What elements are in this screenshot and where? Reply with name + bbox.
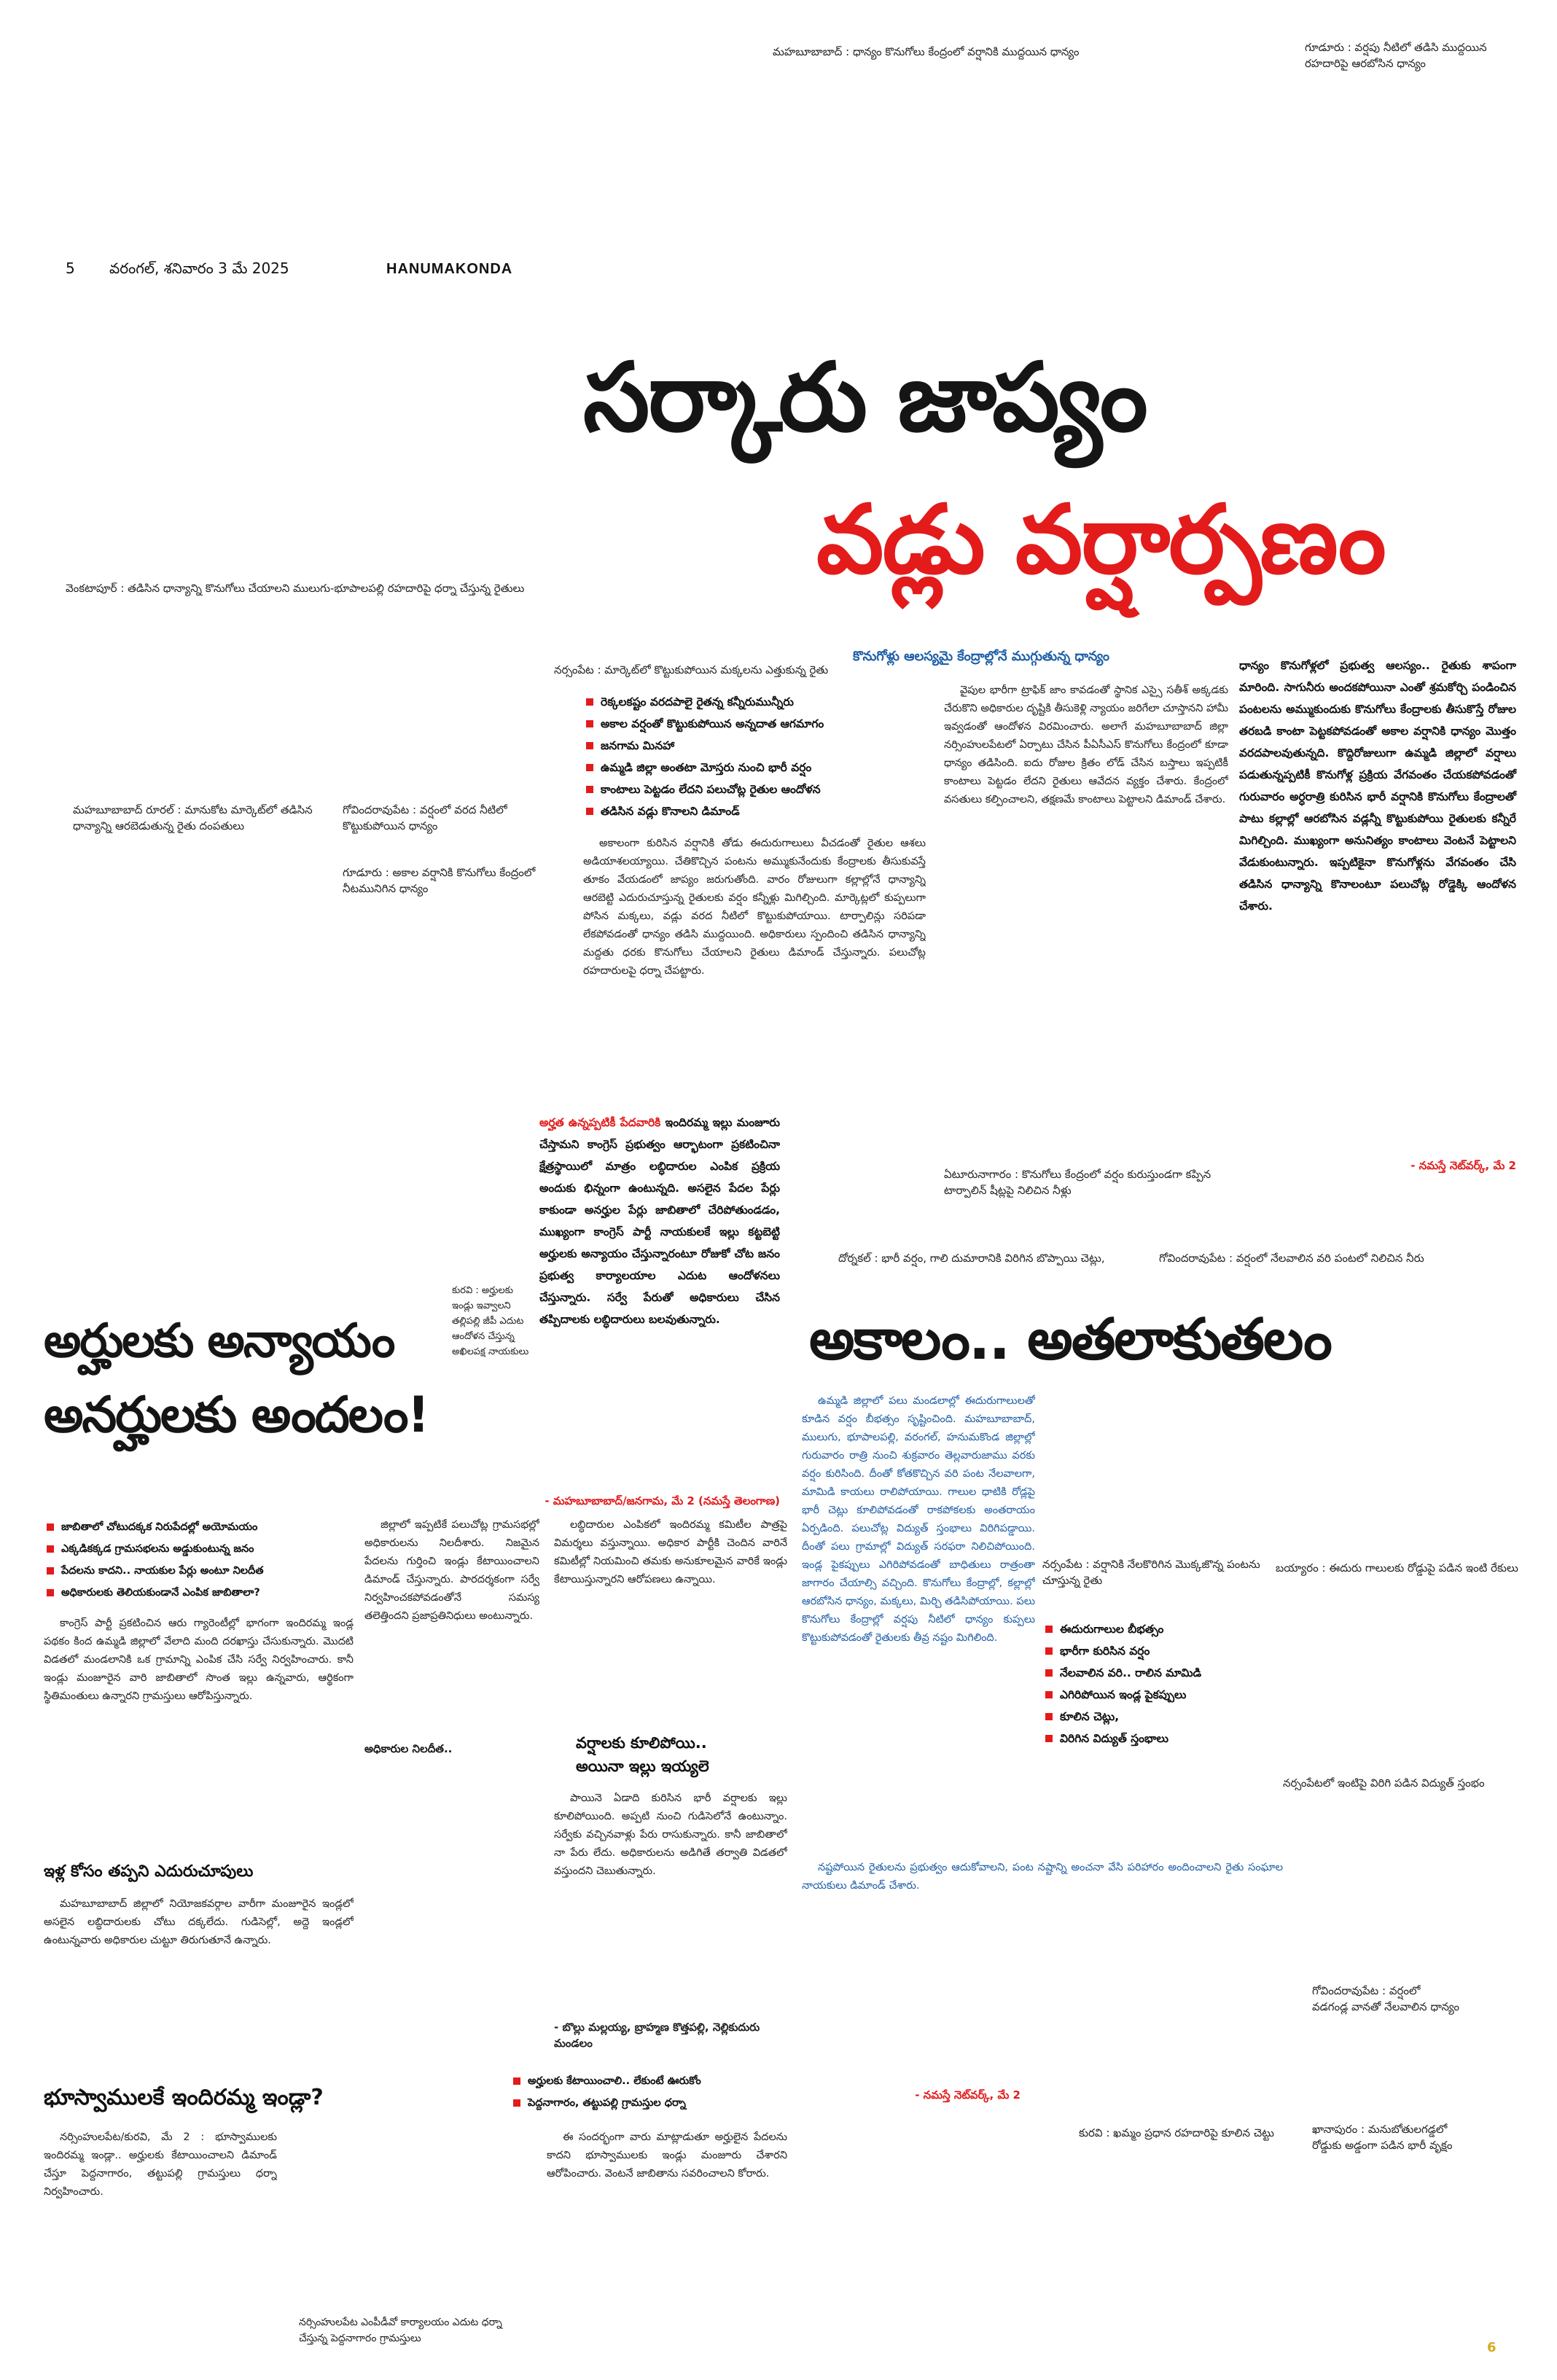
top-right-caption [1305, 39, 1538, 71]
top-right-caption-line2: రహదారిపై ఆరబోసిన ధాన్యం [1305, 57, 1426, 70]
story2-body-col3b: పాయినె ఏడాది కురిసిన భారీ వర్షాలకు ఇల్లు కూలిపోయింది. అప్పటి నుంచి గుడిసెలోనే ఉంటున్నాం. సర్వేకు వచ్చినవాళ్లు పేరు రాసుకున్నారు. కానీ జాబితాలో నా పేరు లేదు. అధికారులను అడిగితే తర్వాతి విడతలో వస్తుందని చెబుతున్నారు. [554, 1792, 787, 1877]
story4-body-blue-col1: ఉమ్మడి జిల్లాలో పలు మండలాల్లో ఈదురుగాలులతో కూడిన వర్షం బీభత్సం సృష్టించింది. మహబూబాబాద్‌, ములుగు, భూపాలపల్లి, వరంగల్‌, హనుమకొండ జిల్లాల్లో గురువారం రాత్రి నుంచి శుక్రవారం తెల్లవారుజాము వరకు వర్షం కురిసింది. దీంతో కోతకొచ్చిన వరి పంట నేలవాలగా, మామిడి కాయలు రాలిపోయాయి. గాలుల ధాటికి రోడ్లపై భారీ చెట్లు కూలిపోవడంతో రాకపోకలకు అంతరాయం ఏర్పడింది. పలుచోట్ల విద్యుత్‌ స్తంభాలు విరిగిపడ్డాయి. దీంతో పలు గ్రామాల్లో విద్యుత్‌ సరఫరా నిలిచిపోయింది. ఇండ్ల పైకప్పులు ఎగిరిపోవడంతో బాధితులు రాత్రంతా జాగారం చేయాల్సి వచ్చింది. కొనుగోలు కేంద్రాల్లో, కల్లాల్లో ఆరబోసిన ధాన్యం, మక్కలు, మిర్చి తడిసిపోయాయి. పలు కొనుగోలు కేంద్రాల్లో వర్షపు నీటిలో ధాన్యం కుప్పలు కొట్టుకుపోవడంతో రైతులకు తీవ్ర నష్టం మిగిలింది. [802, 1395, 1035, 1644]
story3-bullet-list [510, 2070, 802, 2114]
lead-left-photo-caption: వెంకటాపూర్‌ : తడిసిన ధాన్యాన్ని కొనుగోలు చేయాలని ములుగు-భూపాలపల్లి రహదారిపై ధర్నా చేస్తున్న రైతులు [66, 582, 525, 595]
lead-bullet: జనగామ మినహా [583, 735, 926, 757]
story2-bullet: అధికారులకు తెలియకుండానే ఎంపిక జాబితాలా? [44, 1582, 357, 1604]
story2-headline-line2: అనర్హులకు అందలం! [44, 1386, 429, 1444]
top-center-caption: మహబూబాబాద్ : ధాన్యం కొనుగోలు కేంద్రంలో వర్షానికి ముద్దయిన ధాన్యం [773, 45, 1080, 58]
story4-bullet: ఎగిరిపోయిన ఇండ్ల పైకప్పులు [1042, 1684, 1276, 1706]
story2-body-col1: కాంగ్రెస్‌ పార్టీ ప్రకటించిన ఆరు గ్యారెంటీల్లో భాగంగా ఇందిరమ్మ ఇండ్ల పథకం కింద ఉమ్మడి జిల్లాలో వేలాది మంది దరఖాస్తు చేసుకున్నారు. మొదటి విడతలో మండలానికి ఒక గ్రామాన్ని ఎంపిక చేసి సర్వే నిర్వహించారు. కానీ ఇండ్లు మంజూరైన వారి జాబితాలో సొంత ఇల్లు ఉన్నవారు, ఆర్థికంగా స్థితిమంతులు ఉన్నారని గ్రామస్తులు ఆరోపిస్తున్నారు. [44, 1618, 354, 1702]
gudur-caption: గూడూరు : అకాల వర్షానికి కొనుగోలు కేంద్రంలో నీటమునిగిన ధాన్యం [343, 866, 536, 895]
story2-bullet: ఎక్కడికక్కడ గ్రామసభలను అడ్డుకుంటున్న జనం [44, 1538, 357, 1560]
story4-body-blue-col2: నష్టపోయిన రైతులను ప్రభుత్వం ఆదుకోవాలని, పంట నష్టాన్ని అంచనా వేసి పరిహారం అందించాలని రైతు సంఘాల నాయకులు డిమాండ్‌ చేశారు. [802, 1862, 1283, 1892]
story2-subhead1: ఇళ్ల కోసం తప్పని ఎదురుచూపులు [44, 1862, 254, 1881]
lead-bullet: ఉమ్మడి జిల్లా అంతటా మోస్తరు నుంచి భారీ వర్షం [583, 757, 926, 779]
lead-right-box: ధాన్యం కొనుగోళ్లలో ప్రభుత్వ ఆలస్యం.. రైతుకు శాపంగా మారింది. సాగునీరు అందకపోయినా ఎంతో శ్రమకోర్చి పండించిన పంటలను అమ్ముకుందుకు కొనుగోలు కేంద్రాలకు తీసుకొస్తే రోజుల తరబడి కాంటా పెట్టకపోవడంతో అకాల వర్షానికి ధాన్యం మొత్తం వరదపాలవుతున్నది. కొద్దిరోజులుగా ఉమ్మడి జిల్లాలో వర్షాలు పడుతున్నప్పటికీ కొనుగోళ్ల ప్రక్రియ వేగవంతం చేయకపోవడంతో గురువారం అర్ధరాత్రి కురిసిన భారీ వర్షానికి కొనుగోలు కేంద్రాలతో పాటు కల్లాల్లో ఆరబోసిన వడ్లన్నీ కొట్టుకుపోయి రైతులకు కన్నీరే మిగిల్చింది. ముఖ్యంగా అనునిత్యం కాంటాలు వెంటనే పెట్టాలని వేడుకుంటున్నారు. ఇప్పటికైనా కొనుగోళ్లను వేగవంతం చేసి తడిసిన ధాన్యాన్ని కొనాలంటూ పలుచోట్ల రోడ్డెక్కి ఆందోళన చేశారు. [1239, 659, 1516, 913]
top-right-caption-line1: గూడూరు : వర్షపు నీటిలో తడిసి ముద్దయిన [1305, 41, 1487, 54]
story2-signature: - మహబూబాబాద్‌/జనగామ, మే 2 (నమస్తే తెలంగాణ) [545, 1494, 780, 1507]
story2-bullet: పేదలను కాదని.. నాయకుల పేర్లు అంటూ నిలదీత [44, 1560, 357, 1582]
story3-body-col1: నర్సింహులపేట/కురవి, మే 2 : భూస్వాములకు ఇందిరమ్మ ఇండ్లా.. అర్హులకు కేటాయించాలని డిమాండ్‌ చేస్తూ పెద్దనాగారం, తట్టుపల్లి గ్రామస్తులు ధర్నా నిర్వహించారు. [44, 2131, 277, 2198]
story2-intro-label: అర్హత ఉన్నప్పటికీ పేదవారికి [539, 1116, 661, 1129]
story4-bullet: నేలవాలిన వరి.. రాలిన మామిడి [1042, 1662, 1276, 1684]
dateline: వరంగల్‌, శనివారం 3 మే 2025 [109, 260, 289, 277]
lead-bullet: అకాల వర్షంతో కొట్టుకుపోయిన అన్నదాత ఆగమాగం [583, 713, 926, 735]
story4-signature: - నమస్తే నెట్‌వర్క్‌, మే 2 [915, 2088, 1021, 2102]
story4-caption-top-right: గోవిందరావుపేట : వర్షంలో నేలవాలిన వరి పంటలో నిలిచిన నీరు [1159, 1252, 1424, 1265]
story4-headline: అకాలం.. అతలాకుతలం [809, 1307, 1331, 1373]
lead-bullet: రెక్కలకష్టం వరదపాలై రైతన్న కన్నీరుమున్నీరు [583, 691, 926, 713]
story4-caption-top-left: దోర్నకల్‌ : భారీ వర్షం, గాలి దుమారానికి విరిగిన బొప్పాయి చెట్లు, [838, 1252, 1105, 1265]
story2-body-col3: లబ్ధిదారుల ఎంపికలో ఇందిరమ్మ కమిటీల పాత్రపై విమర్శలు వస్తున్నాయి. అధికార పార్టీకి చెందిన వారినే కమిటీల్లో నియమించి తమకు అనుకూలమైన వారికే ఇండ్లు కేటాయిస్తున్నారని ఆరోపణలు ఉన్నాయి. [554, 1519, 787, 1585]
story3-bullet: అర్హులకు కేటాయించాలి.. లేకుంటే ఊరుకోం [510, 2070, 802, 2092]
story3-bullet: పెద్దనాగారం, తట్టుపల్లి గ్రామస్తుల ధర్నా [510, 2092, 802, 2114]
eturnagaram-caption: ఏటూరునాగారం : కొనుగోలు కేంద్రంలో వర్షం కురుస్తుండగా కప్పిన టార్పాలిన్‌ షీట్లపై నిలిచిన నీళ్లు [944, 1168, 1211, 1197]
narsampet-caption: నర్సంపేట : మార్కెట్‌లో కొట్టుకుపోయిన మక్కలను ఎత్తుకున్న రైతు [554, 663, 829, 676]
story2-body-col2: జిల్లాలో ఇప్పటికే పలుచోట్ల గ్రామసభల్లో అధికారులను నిలదీశారు. నిజమైన పేదలను గుర్తించి ఇండ్లు కేటాయించాలని డిమాండ్‌ చేస్తున్నారు. పారదర్శకంగా సర్వే నిర్వహించకపోవడంతోనే సమస్య తలెత్తిందని ప్రజాప్రతినిధులు అంటున్నారు. [364, 1519, 539, 1622]
story4-caption-bottom-mid: కురవి : ఖమ్మం ప్రధాన రహదారిపై కూలిన చెట్టు [1079, 2126, 1274, 2139]
story2-quote-signature: - బొల్లు మల్లయ్య, బ్రాహ్మణ కొత్తపల్లి, నెల్లికుదురు మండలం [554, 2021, 760, 2050]
story2-subhead2: వర్షాలకు కూలిపోయి.. అయినా ఇల్లు ఇయ్యలె [576, 1734, 709, 1775]
lead-bullet: తడిసిన వడ్లు కొనాలని డిమాండ్‌ [583, 800, 926, 822]
story4-bullet: భారీగా కురిసిన వర్షం [1042, 1640, 1276, 1662]
story2-headline-line1: అర్హులకు అన్యాయం [44, 1314, 394, 1368]
story4-caption-r3: గోవిందరావుపేట : వర్షంలో వడగండ్ల వానతో నేలవాలిన ధాన్యం [1312, 1984, 1460, 2013]
story2-sub2-label: అధికారుల నిలదీత.. [364, 1742, 453, 1755]
lead-bullet-list [583, 691, 926, 822]
story4-caption-right: బయ్యారం : ఈదురు గాలులకు రోడ్డుపై పడిన ఇంటి రేకులు [1276, 1561, 1518, 1575]
story3-body-col3: ఈ సందర్భంగా వారు మాట్లాడుతూ అర్హులైన పేదలను కాదని భూస్వాములకు ఇండ్లు మంజూరు చేశారని ఆరోపించారు. వెంటనే జాబితాను సవరించాలని కోరారు. [547, 2131, 787, 2180]
govindaraopet-caption: గోవిందరావుపేట : వర్షంలో వరద నీటిలో కొట్టుకుపోయిన ధాన్యం [343, 803, 507, 832]
story4-caption-r2: నర్సంపేటలో ఇంటిపై విరిగి పడిన విద్యుత్‌ స్తంభం [1283, 1776, 1485, 1790]
story2-photo-caption: కురవి : అర్హులకు ఇండ్లు ఇవ్వాలని తల్లిపల్లి జీపీ ఎదుట ఆందోళన చేస్తున్న అఖిలపక్ష నాయకులు [452, 1285, 529, 1357]
story3-photo-caption: నర్సింహులపేట ఎంపీడీవో కార్యాలయం ఎదుట ధర్నా చేస్తున్న పెద్దనాగారం గ్రామస్తులు [299, 2317, 502, 2344]
edition-name: HANUMAKONDA [386, 261, 513, 277]
story4-caption-bottom-right: ఖానాపురం : మనుబోతులగడ్డలో రోడ్డుకు అడ్డంగా పడిన భారీ వృక్షం [1312, 2123, 1453, 2152]
story2-bullet: జాబితాలో చోటుదక్కక నిరుపేదల్లో అయోమయం [44, 1516, 357, 1538]
lead-subheadline: కొనుగోళ్లు ఆలస్యమై కేంద్రాల్లోనే ముగ్గుతున్న ధాన్యం [853, 649, 1109, 664]
story4-bullet-list [1042, 1618, 1276, 1749]
story4-bullet: ఈదురుగాలుల బీభత్సం [1042, 1618, 1276, 1640]
story2-bullet-list [44, 1516, 357, 1604]
lead-body-col1: అకాలంగా కురిసిన వర్షానికి తోడు ఈదురుగాలులు వీచడంతో రైతుల ఆశలు అడియాశలయ్యాయి. చేతికొచ్చిన పంటను అమ్ముకునేందుకు కేంద్రాలకు తీసుకువస్తే తూకం వేయడంలో జాప్యం జరుగుతోంది. వారం రోజులుగా కల్లాల్లోనే ధాన్యాన్ని ఆరబెట్టి ఎదురుచూస్తున్న రైతులకు వర్షం కన్నీళ్లు మిగిల్చింది. మార్కెట్లలో కుప్పలుగా పోసిన మక్కలు, వడ్లు వరద నీటిలో కొట్టుకుపోయాయి. టార్పాలిన్లు సరిపడా లేకపోవడంతో ధాన్యం తడిసి ముద్దయింది. అధికారులు స్పందించి తడిసిన ధాన్యాన్ని మద్దతు ధరకు కొనుగోలు చేయాలని రైతులు డిమాండ్‌ చేస్తున్నారు. పలుచోట్ల రహదారులపై ధర్నా చేపట్టారు. [583, 838, 926, 977]
story2-intro: అర్హత ఉన్నప్పటికీ పేదవారికి ఇందిరమ్మ ఇల్లు మంజూరు చేస్తామని కాంగ్రెస్‌ ప్రభుత్వం ఆర్భాటంగా ప్రకటించినా క్షేత్రస్థాయిలో మాత్రం లబ్ధిదారుల ఎంపిక ప్రక్రియ అందుకు భిన్నంగా ఉంటున్నది. అసలైన పేదల పేర్లు కాకుండా అనర్హుల పేర్లు జాబితాలో చేరిపోతుండడం, ముఖ్యంగా కాంగ్రెస్‌ పార్టీ నాయకులకే ఇల్లు కట్టబెట్టి అర్హులకు అన్యాయం చేస్తున్నారంటూ రోజుకో చోట జనం ప్రభుత్వ కార్యాలయాల ఎదుట ఆందోళనలు చేస్తున్నారు. సర్వే పేరుతో అధికారులు చేసిన తప్పిదాలకు లబ్ధిదారులు బలవుతున్నారు. [539, 1116, 780, 1326]
story3-headline: భూస్వాములకే ఇందిరమ్మ ఇండ్లా? [44, 2085, 324, 2110]
footer-page-number: 6 [1487, 2340, 1496, 2355]
lead-headline-line1: సర్కారు జాప్యం [583, 342, 1147, 453]
lead-right-box-signature: - నమస్తే నెట్‌వర్క్‌, మే 2 [1410, 1159, 1516, 1172]
story4-bullet: కూలిన చెట్లు, [1042, 1706, 1276, 1728]
story4-caption-mid: నర్సంపేట : వర్షానికి నేలకొరిగిన మొక్కజొన్న పంటను చూస్తున్న రైతు [1042, 1558, 1260, 1587]
story4-bullet: విరిగిన విద్యుత్‌ స్తంభాలు [1042, 1728, 1276, 1749]
lead-headline-line2: వడ్లు వర్షార్పణం [816, 484, 1385, 595]
story2-body-col1b: మహబూబాబాద్‌ జిల్లాలో నియోజకవర్గాల వారీగా మంజూరైన ఇండ్లలో అసలైన లబ్ధిదారులకు చోటు దక్కలేదు. గుడిసెల్లో, అద్దె ఇండ్లలో ఉంటున్నవారు అధికారుల చుట్టూ తిరుగుతూనే ఉన్నారు. [44, 1898, 354, 1946]
lead-body-col2: వైపుల భారీగా ట్రాఫిక్‌ జాం కావడంతో స్థానిక ఎస్సై సతీశ్‌ అక్కడకు చేరుకొని అధికారుల దృష్టికి తీసుకెళ్లి న్యాయం జరిగేలా చూస్తానని హామీ ఇవ్వడంతో ఆందోళన విరమించారు. అలాగే మహబూబాబాద్‌ జిల్లా నర్సింహులపేటలో ఏర్పాటు చేసిన పీఏసీఎస్‌ కొనుగోలు కేంద్రంలో కూడా ధాన్యం తడిసింది. ఐదు రోజుల క్రితం లోడ్‌ చేసిన బస్తాలు ఇప్పటికీ కాంటాలు పెట్టడం లేదని రైతులు ఆవేదన వ్యక్తం చేశారు. కేంద్రంలో వసతులు కల్పించాలని, తక్షణమే కాంటాలు పెట్టాలని డిమాండ్‌ చేశారు. [944, 684, 1228, 805]
page-number: 5 [66, 260, 75, 277]
lead-bullet: కాంటాలు పెట్టడం లేదని పలుచోట్ల రైతుల ఆందోళన [583, 779, 926, 800]
mahabubabad-caption: మహబూబాబాద్‌ రూరల్‌ : మానుకోట మార్కెట్‌లో తడిసిన ధాన్యాన్ని ఆరబెడుతున్న రైతు దంపతులు [73, 803, 313, 832]
